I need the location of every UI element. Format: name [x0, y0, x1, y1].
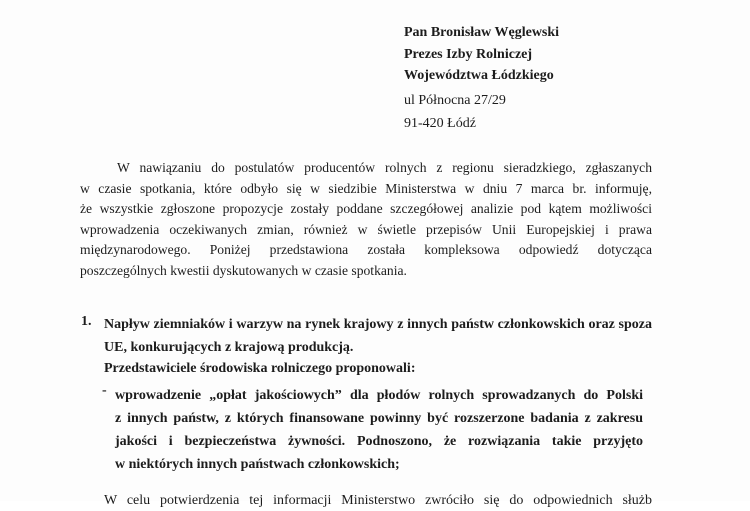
recipient-title: Prezes Izby Rolniczej — [404, 47, 533, 62]
paragraph-line: W nawiązaniu do postulatów producentów rolnych z regionu sieradzkiego, zgłaszanych — [117, 160, 652, 175]
paragraph-line: poszczególnych kwestii dyskutowanych w czasie spotkania. — [80, 262, 407, 278]
bullet-line: w niektórych innych państwach członkowskich; — [115, 457, 400, 472]
bullet-line: z innych państw, z których finansowane powinny być rozszerzone badania z zakresu — [115, 411, 643, 426]
section-number: 1. — [81, 314, 92, 329]
intro-paragraph — [80, 158, 652, 282]
section-title-line: Napływ ziemniaków i warzyw na rynek krajowy z innych państw członkowskich oraz spoza — [104, 317, 652, 332]
bullet-line: wprowadzenie „opłat jakościowych” dla płodów rolnych sprowadzanych do Polski — [115, 388, 643, 403]
recipient-street: ul Północna 27/29 — [404, 93, 506, 108]
recipient-name: Pan Bronisław Węglewski — [404, 25, 560, 40]
paragraph-line: w czasie spotkania, które odbyło się w siedzibie Ministerstwa w dniu 7 marca br. informuję, — [80, 180, 652, 196]
recipient-address-block — [404, 22, 559, 135]
section-title — [104, 313, 652, 359]
section-title-line: UE, konkurujących z krajową produkcją. — [104, 340, 354, 355]
recipient-city: 91-420 Łódź — [404, 116, 476, 131]
bullet-line: jakości i bezpieczeństwa żywności. Podnoszono, że rozwiązania takie przyjęto — [115, 434, 643, 449]
bullet-marker: - — [102, 383, 107, 398]
bullet-item — [115, 384, 643, 476]
cut-off-line: W celu potwierdzenia tej informacji Ministerstwo zwróciło się do odpowiednich służb — [104, 493, 652, 508]
paragraph-line: wprowadzenia oczekiwanych zmian, również w świetle przepisów Unii Europejskiej i prawa — [80, 221, 652, 237]
paragraph-line: że wszystkie zgłoszone propozycje zostały poddane szczegółowej analizie pod kątem możliwości — [80, 201, 652, 217]
paragraph-line: międzynarodowego. Poniżej przedstawiona została kompleksowa odpowiedź dotycząca — [80, 242, 652, 258]
recipient-organization: Województwa Łódzkiego — [404, 68, 554, 83]
section-subheading: Przedstawiciele środowiska rolniczego proponowali: — [104, 361, 416, 376]
